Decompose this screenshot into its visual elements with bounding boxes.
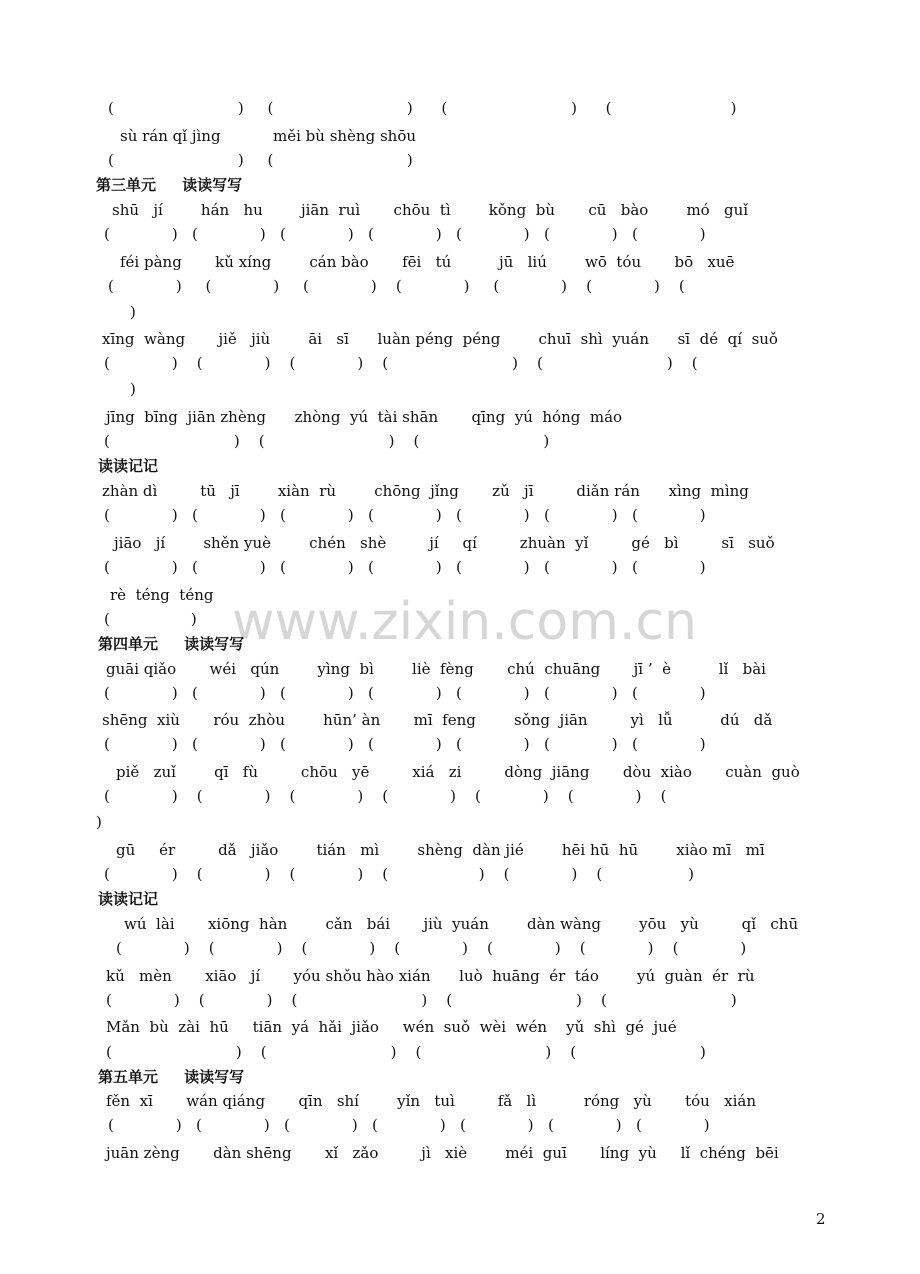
answer-blanks-line: ( ) ( ) ( ) ( ) bbox=[106, 1043, 706, 1061]
answer-blanks-line: ( ) ( ) ( ) ( ) ( ) ( ) ( ) bbox=[104, 225, 706, 243]
section-header: 第四单元 读读写写 bbox=[98, 635, 245, 653]
pinyin-line: sù rán qǐ jìng měi bù shèng shōu bbox=[120, 127, 417, 145]
answer-blanks-line: ( ) ( ) ( ) ( ) ( ) ( ) ( ) bbox=[104, 558, 706, 576]
answer-blanks-line: ( ) ( ) bbox=[108, 151, 413, 169]
pinyin-line: jiāo jí shěn yuè chén shè jí qí zhuàn yǐ gé bì sī suǒ bbox=[114, 534, 775, 552]
answer-blanks-line: ( ) ( ) ( ) ( ) bbox=[108, 99, 737, 117]
answer-blanks-line: ( ) ( ) ( ) ( ) ( ) ( bbox=[104, 354, 698, 372]
answer-blanks-line: ( ) bbox=[104, 610, 197, 628]
pinyin-line: wú lài xiōng hàn cǎn bái jiù yuán dàn wàng yōu yù qǐ chū bbox=[124, 915, 799, 933]
answer-blanks-line: ( ) ( ) ( ) ( ) ( ) ( ) ( ) bbox=[104, 735, 706, 753]
section-header: 读读记记 bbox=[98, 890, 159, 908]
watermark: www.zixin.com.cn bbox=[232, 592, 697, 652]
page-number: 2 bbox=[816, 1210, 826, 1228]
answer-blanks-line: ( ) ( ) ( ) ( ) ( ) bbox=[106, 991, 737, 1009]
pinyin-line: rè téng téng bbox=[110, 586, 214, 604]
pinyin-line: piě zuǐ qī fù chōu yē xiá zi dòng jiāng dòu xiào cuàn guò bbox=[116, 763, 800, 781]
answer-blanks-line: ) bbox=[130, 380, 136, 398]
pinyin-line: féi pàng kǔ xíng cán bào fēi tú jū liú wō tóu bō xuē bbox=[120, 253, 735, 271]
answer-blanks-line: ) bbox=[96, 813, 102, 831]
pinyin-line: kǔ mèn xiāo jí yóu shǒu hào xián luò huāng ér táo yú guàn ér rù bbox=[106, 967, 755, 985]
pinyin-line: guāi qiǎo wéi qún yìng bì liè fèng chú chuāng jī ’ è lǐ bài bbox=[106, 660, 766, 678]
answer-blanks-line: ( ) ( ) ( ) bbox=[104, 432, 550, 450]
answer-blanks-line: ( ) ( ) ( ) ( ) ( ) ( ) ( bbox=[104, 787, 667, 805]
section-header: 读读记记 bbox=[98, 457, 159, 475]
pinyin-line: Mǎn bù zài hū tiān yá hǎi jiǎo wén suǒ wèi wén yǔ shì gé jué bbox=[106, 1018, 677, 1036]
section-header: 第三单元 读读写写 bbox=[96, 176, 243, 194]
pinyin-line: xīng wàng jiě jiù āi sī luàn péng péng chuī shì yuán sī dé qí suǒ bbox=[102, 330, 778, 348]
answer-blanks-line: ( ) ( ) ( ) ( ) ( ) ( ) ( ) bbox=[116, 939, 747, 957]
answer-blanks-line: ) bbox=[130, 303, 136, 321]
answer-blanks-line: ( ) ( ) ( ) ( ) ( ) ( ) bbox=[104, 865, 694, 883]
pinyin-line: juān zèng dàn shēng xǐ zǎo jì xiè méi guī líng yù lǐ chéng bēi bbox=[106, 1144, 779, 1162]
pinyin-line: shū jí hán hu jiān ruì chōu tì kǒng bù cū bào mó guǐ bbox=[112, 201, 749, 219]
answer-blanks-line: ( ) ( ) ( ) ( ) ( ) ( ) ( ) bbox=[108, 1116, 710, 1134]
pinyin-line: gū ér dǎ jiǎo tián mì shèng dàn jié hēi hū hū xiào mī mī bbox=[116, 841, 765, 859]
answer-blanks-line: ( ) ( ) ( ) ( ) ( ) ( ) ( ) bbox=[104, 684, 706, 702]
answer-blanks-line: ( ) ( ) ( ) ( ) ( ) ( ) ( ) bbox=[104, 506, 706, 524]
pinyin-line: zhàn dì tū jī xiàn rù chōng jǐng zǔ jī diǎn rán xìng mìng bbox=[102, 482, 749, 500]
pinyin-line: fěn xī wán qiáng qīn shí yǐn tuì fǎ lì róng yù tóu xián bbox=[106, 1092, 756, 1110]
answer-blanks-line: ( ) ( ) ( ) ( ) ( ) ( ) ( bbox=[108, 277, 685, 295]
pinyin-line: shēng xiù róu zhòu hūn’ àn mī feng sǒng jiān yì lǚ dú dǎ bbox=[102, 711, 773, 729]
pinyin-line: jīng bīng jiān zhèng zhòng yú tài shān qīng yú hóng máo bbox=[106, 408, 623, 426]
section-header: 第五单元 读读写写 bbox=[98, 1068, 245, 1086]
